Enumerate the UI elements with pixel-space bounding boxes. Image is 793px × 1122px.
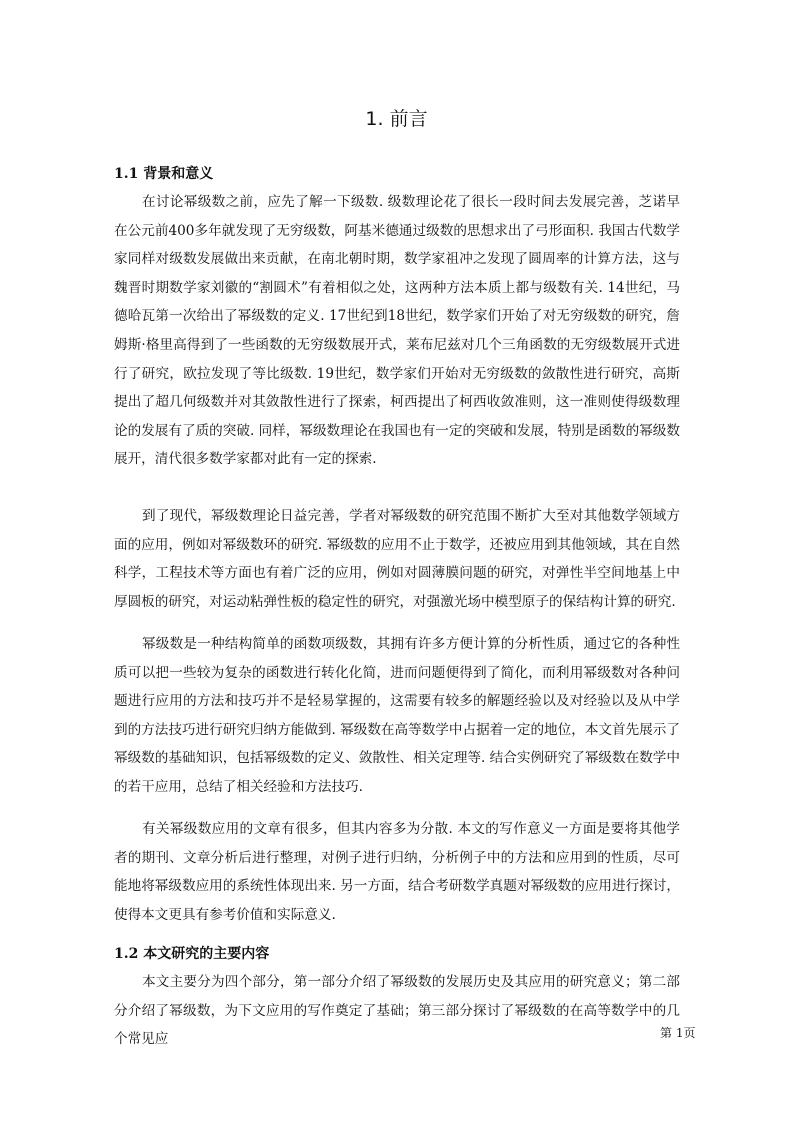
paragraph-structure: 本文主要分为四个部分，第一部分介绍了幂级数的发展历史及其应用的研究意义；第二部分介绍了幂级数，为下文应用的写作奠定了基础；第三部分探讨了幂级数的在高等数学中的几个常见应 bbox=[114, 974, 680, 1048]
page-title: 1. 前言 bbox=[365, 108, 428, 130]
section-heading-main-content: 1.2 本文研究的主要内容 bbox=[114, 946, 270, 962]
page-number: 第 1页 bbox=[660, 1026, 696, 1040]
paragraph-modern: 到了现代，幂级数理论日益完善，学者对幂级数的研究范围不断扩大至对其他数学领域方面的应用，例如对幂级数环的研究. 幂级数的应用不止于数学，还被应用到其他领域，其在自然科学，工程技术等方面也有着广泛的应用，例如对圆薄膜问题的研究，对弹性半空间地基上中厚圆板的研究，对运动粘弹性板的稳定性的研究，对强激光场中模型原子的保结构计算的研究. bbox=[114, 508, 680, 610]
paragraph-power-series: 幂级数是一种结构简单的函数项级数，其拥有许多方便计算的分析性质，通过它的各种性质可以把一些较为复杂的函数进行转化化简，进而问题便得到了简化，而利用幂级数对各种问题进行应用的方法和技巧并不是轻易掌握的，这需要有较多的解题经验以及对经验以及从中学到的方法技巧进行研究归纳方能做到. 幂级数在高等数学中占据着一定的地位，本文首先展示了幂级数的基础知识，包括幂级数的定义、敛散性、相关定理等. 结合实例研究了幂级数在数学中的若干应用，总结了相关经验和方法技巧. bbox=[114, 636, 680, 795]
paragraph-history: 在讨论幂级数之前，应先了解一下级数. 级数理论花了很长一段时间去发展完善，芝诺早在公元前400多年就发现了无穷级数，阿基米德通过级数的思想求出了弓形面积. 我国古代数学家同样对级数发展做出来贡献，在南北朝时期，数学家祖冲之发现了圆周率的计算方法，这与魏晋时期数学家刘徽的“割圆术”有着相似之处，这两种方法本质上都与级数有关. 14世纪，马德哈瓦第一次给出了幂级数的定义. 17世纪到18世纪，数学家们开始了对无穷级数的研究，詹姆斯·格里高得到了一些函数的无穷级数展开式，莱布尼兹对几个三角函数的无穷级数展开式进行了研究，欧拉发现了等比级数. 19世纪，数学家们开始对无穷级数的敛散性进行研究，高斯提出了超几何级数并对其敛散性进行了探索，柯西提出了柯西收敛准则，这一准则使得级数理论的发展有了质的突破. 同样，幂级数理论在我国也有一定的突破和发展，特别是函数的幂级数展开，清代很多数学家都对此有一定的探索. bbox=[114, 194, 680, 468]
section-heading-background: 1.1 背景和意义 bbox=[114, 166, 214, 182]
paragraph-significance: 有关幂级数应用的文章有很多，但其内容多为分散. 本文的写作意义一方面是要将其他学者的期刊、文章分析后进行整理，对例子进行归纳，分析例子中的方法和应用到的性质，尽可能地将幂级数应用的系统性体现出来. 另一方面，结合考研数学真题对幂级数的应用进行探讨，使得本文更具有参考价值和实际意义. bbox=[114, 821, 680, 923]
